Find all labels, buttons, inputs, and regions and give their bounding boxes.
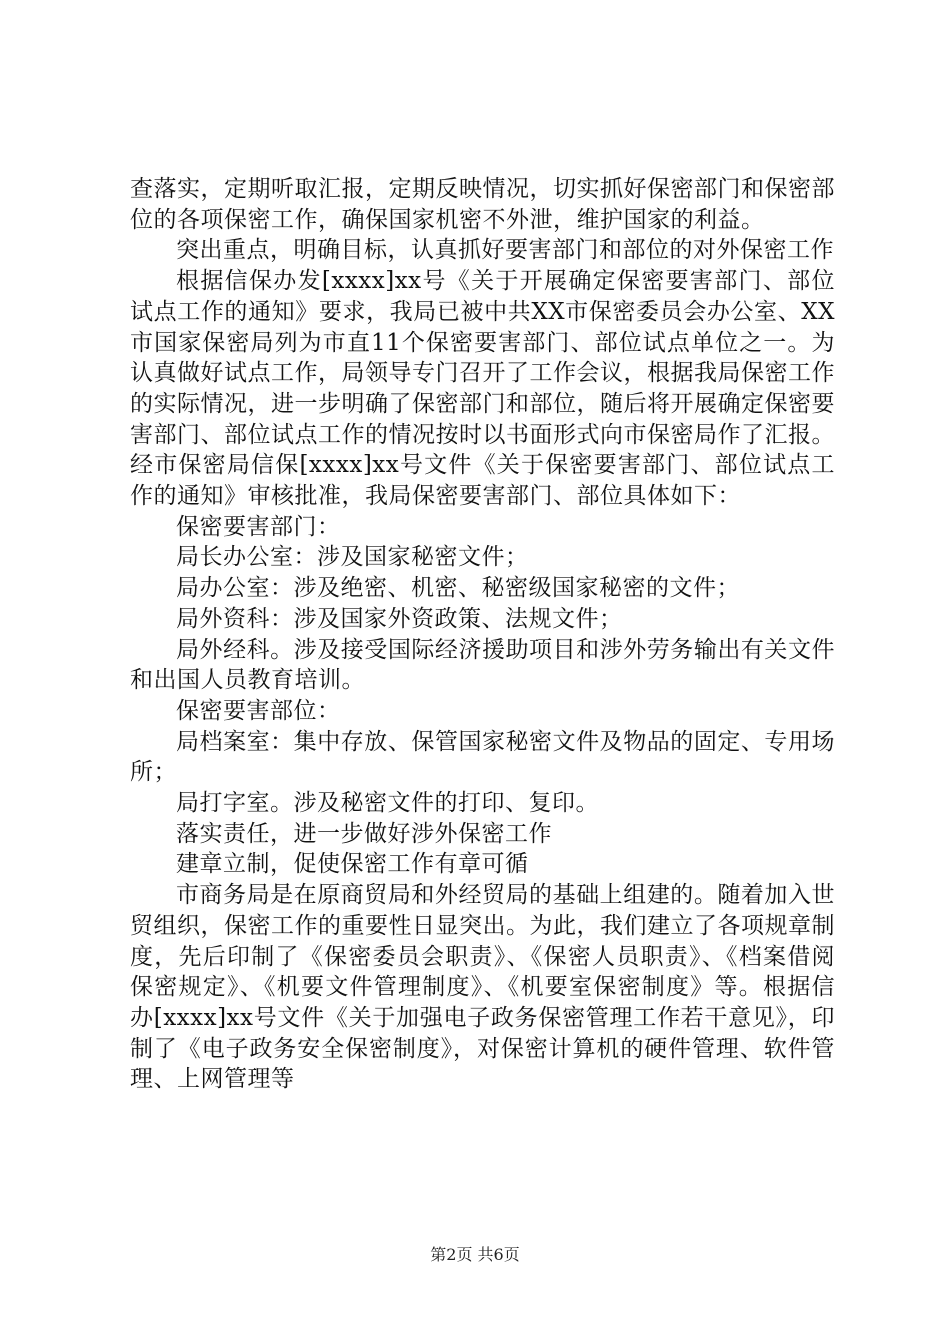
- list-item: 局办公室：涉及绝密、机密、秘密级国家秘密的文件；: [176, 575, 740, 602]
- list-item: 局档案室：集中存放、保管国家秘密文件及物品的固定、专用场所；: [130, 728, 835, 786]
- list-heading: 保密要害部位：: [176, 697, 341, 724]
- section-heading: 建章立制，促使保密工作有章可循: [176, 851, 529, 878]
- section-heading: 突出重点，明确目标，认真抓好要害部门和部位的对外保密工作: [176, 237, 834, 264]
- list-item: 局外资科：涉及国家外资政策、法规文件；: [176, 605, 623, 632]
- paragraph: 根据信保办发[xxxx]xx号《关于开展确定保密要害部门、部位试点工作的通知》要求，我局已被中共XX市保密委员会办公室、XX市国家保密局列为市直11个保密要害部门、部位试点单位之一。为认真做好试点工作，局领导专门召开了工作会议，根据我局保密工作的实际情况，进一步明确了保密部门和部位，随后将开展确定保密要害部门、部位试点工作的情况按时以书面形式向市保密局作了汇报。经市保密局信保[xxxx]xx号文件《关于保密要害部门、部位试点工作的通知》审核批准，我局保密要害部门、部位具体如下：: [130, 268, 835, 510]
- paragraph: 查落实，定期听取汇报，定期反映情况，切实抓好保密部门和保密部位的各项保密工作，确保国家机密不外泄，维护国家的利益。: [130, 176, 835, 233]
- list-item: 局长办公室：涉及国家秘密文件；: [176, 544, 529, 571]
- list-heading: 保密要害部门：: [176, 513, 341, 540]
- page-number: 第2页 共6页: [430, 1245, 520, 1264]
- list-item: 局外经科。涉及接受国际经济援助项目和涉外劳务输出有关文件和出国人员教育培训。: [130, 636, 835, 694]
- list-item: 局打字室。涉及秘密文件的打印、复印。: [176, 790, 599, 817]
- document-body: [130, 174, 835, 1095]
- section-heading: 落实责任，进一步做好涉外保密工作: [176, 820, 552, 847]
- paragraph: 市商务局是在原商贸局和外经贸局的基础上组建的。随着加入世贸组织，保密工作的重要性日显突出。为此，我们建立了各项规章制度，先后印制了《保密委员会职责》、《保密人员职责》、《档案借阅保密规定》、《机要文件管理制度》、《机要室保密制度》等。根据信办[xxxx]xx号文件《关于加强电子政务保密管理工作若干意见》，印制了《电子政务安全保密制度》，对保密计算机的硬件管理、软件管理、上网管理等: [130, 882, 835, 1093]
